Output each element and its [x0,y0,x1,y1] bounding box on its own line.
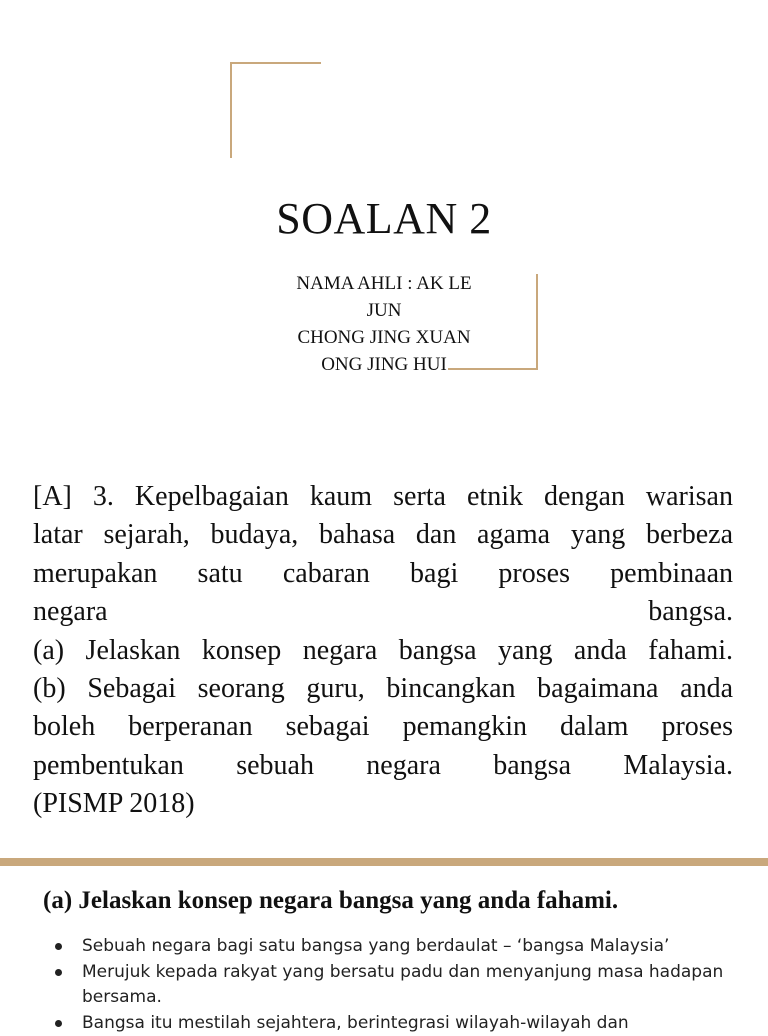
question-line: (PISMP 2018) [33,785,733,823]
list-item [52,1011,742,1036]
slide-divider [0,858,768,866]
question-line: latar sejarah, budaya, bahasa dan agama yang berbeza [33,516,733,554]
bullet-icon [55,943,62,950]
question-line: boleh berperanan sebagai pemangkin dalam proses [33,708,733,746]
member-line: NAMA AHLI : AK LE [270,270,498,297]
frame-corner-top-left [230,62,321,64]
bullet-icon [55,1020,62,1027]
member-line: JUN [270,297,498,324]
list-item [52,960,742,1011]
bullet-text: Sebuah negara bagi satu bangsa yang berdaulat – ‘bangsa Malaysia’ [82,936,669,956]
question-line: (a) Jelaskan konsep negara bangsa yang anda fahami. [33,632,733,670]
answer-bullet-list [52,934,742,1036]
question-line: merupakan satu cabaran bagi proses pembinaan [33,555,733,593]
bullet-text: Bangsa itu mestilah sejahtera, berintegrasi wilayah-wilayah dan [82,1013,629,1033]
answer-heading: (a) Jelaskan konsep negara bangsa yang anda fahami. [43,884,618,918]
bullet-icon [55,969,62,976]
slide-title: SOALAN 2 [0,193,768,245]
member-line: CHONG JING XUAN [270,324,498,351]
question-text [33,478,733,824]
question-line: negara bangsa. [33,593,733,631]
member-list [270,270,498,378]
frame-corner-top-left-vertical [230,62,232,158]
question-line: (b) Sebagai seorang guru, bincangkan bagaimana anda [33,670,733,708]
question-line: [A] 3. Kepelbagaian kaum serta etnik dengan warisan [33,478,733,516]
bullet-text: Merujuk kepada rakyat yang bersatu padu dan menyanjung masa hadapan bersama. [82,962,723,1008]
question-line: pembentukan sebuah negara bangsa Malaysia. [33,747,733,785]
list-item [52,934,742,960]
frame-corner-bottom-right [536,274,538,370]
member-line: ONG JING HUI [270,351,498,378]
